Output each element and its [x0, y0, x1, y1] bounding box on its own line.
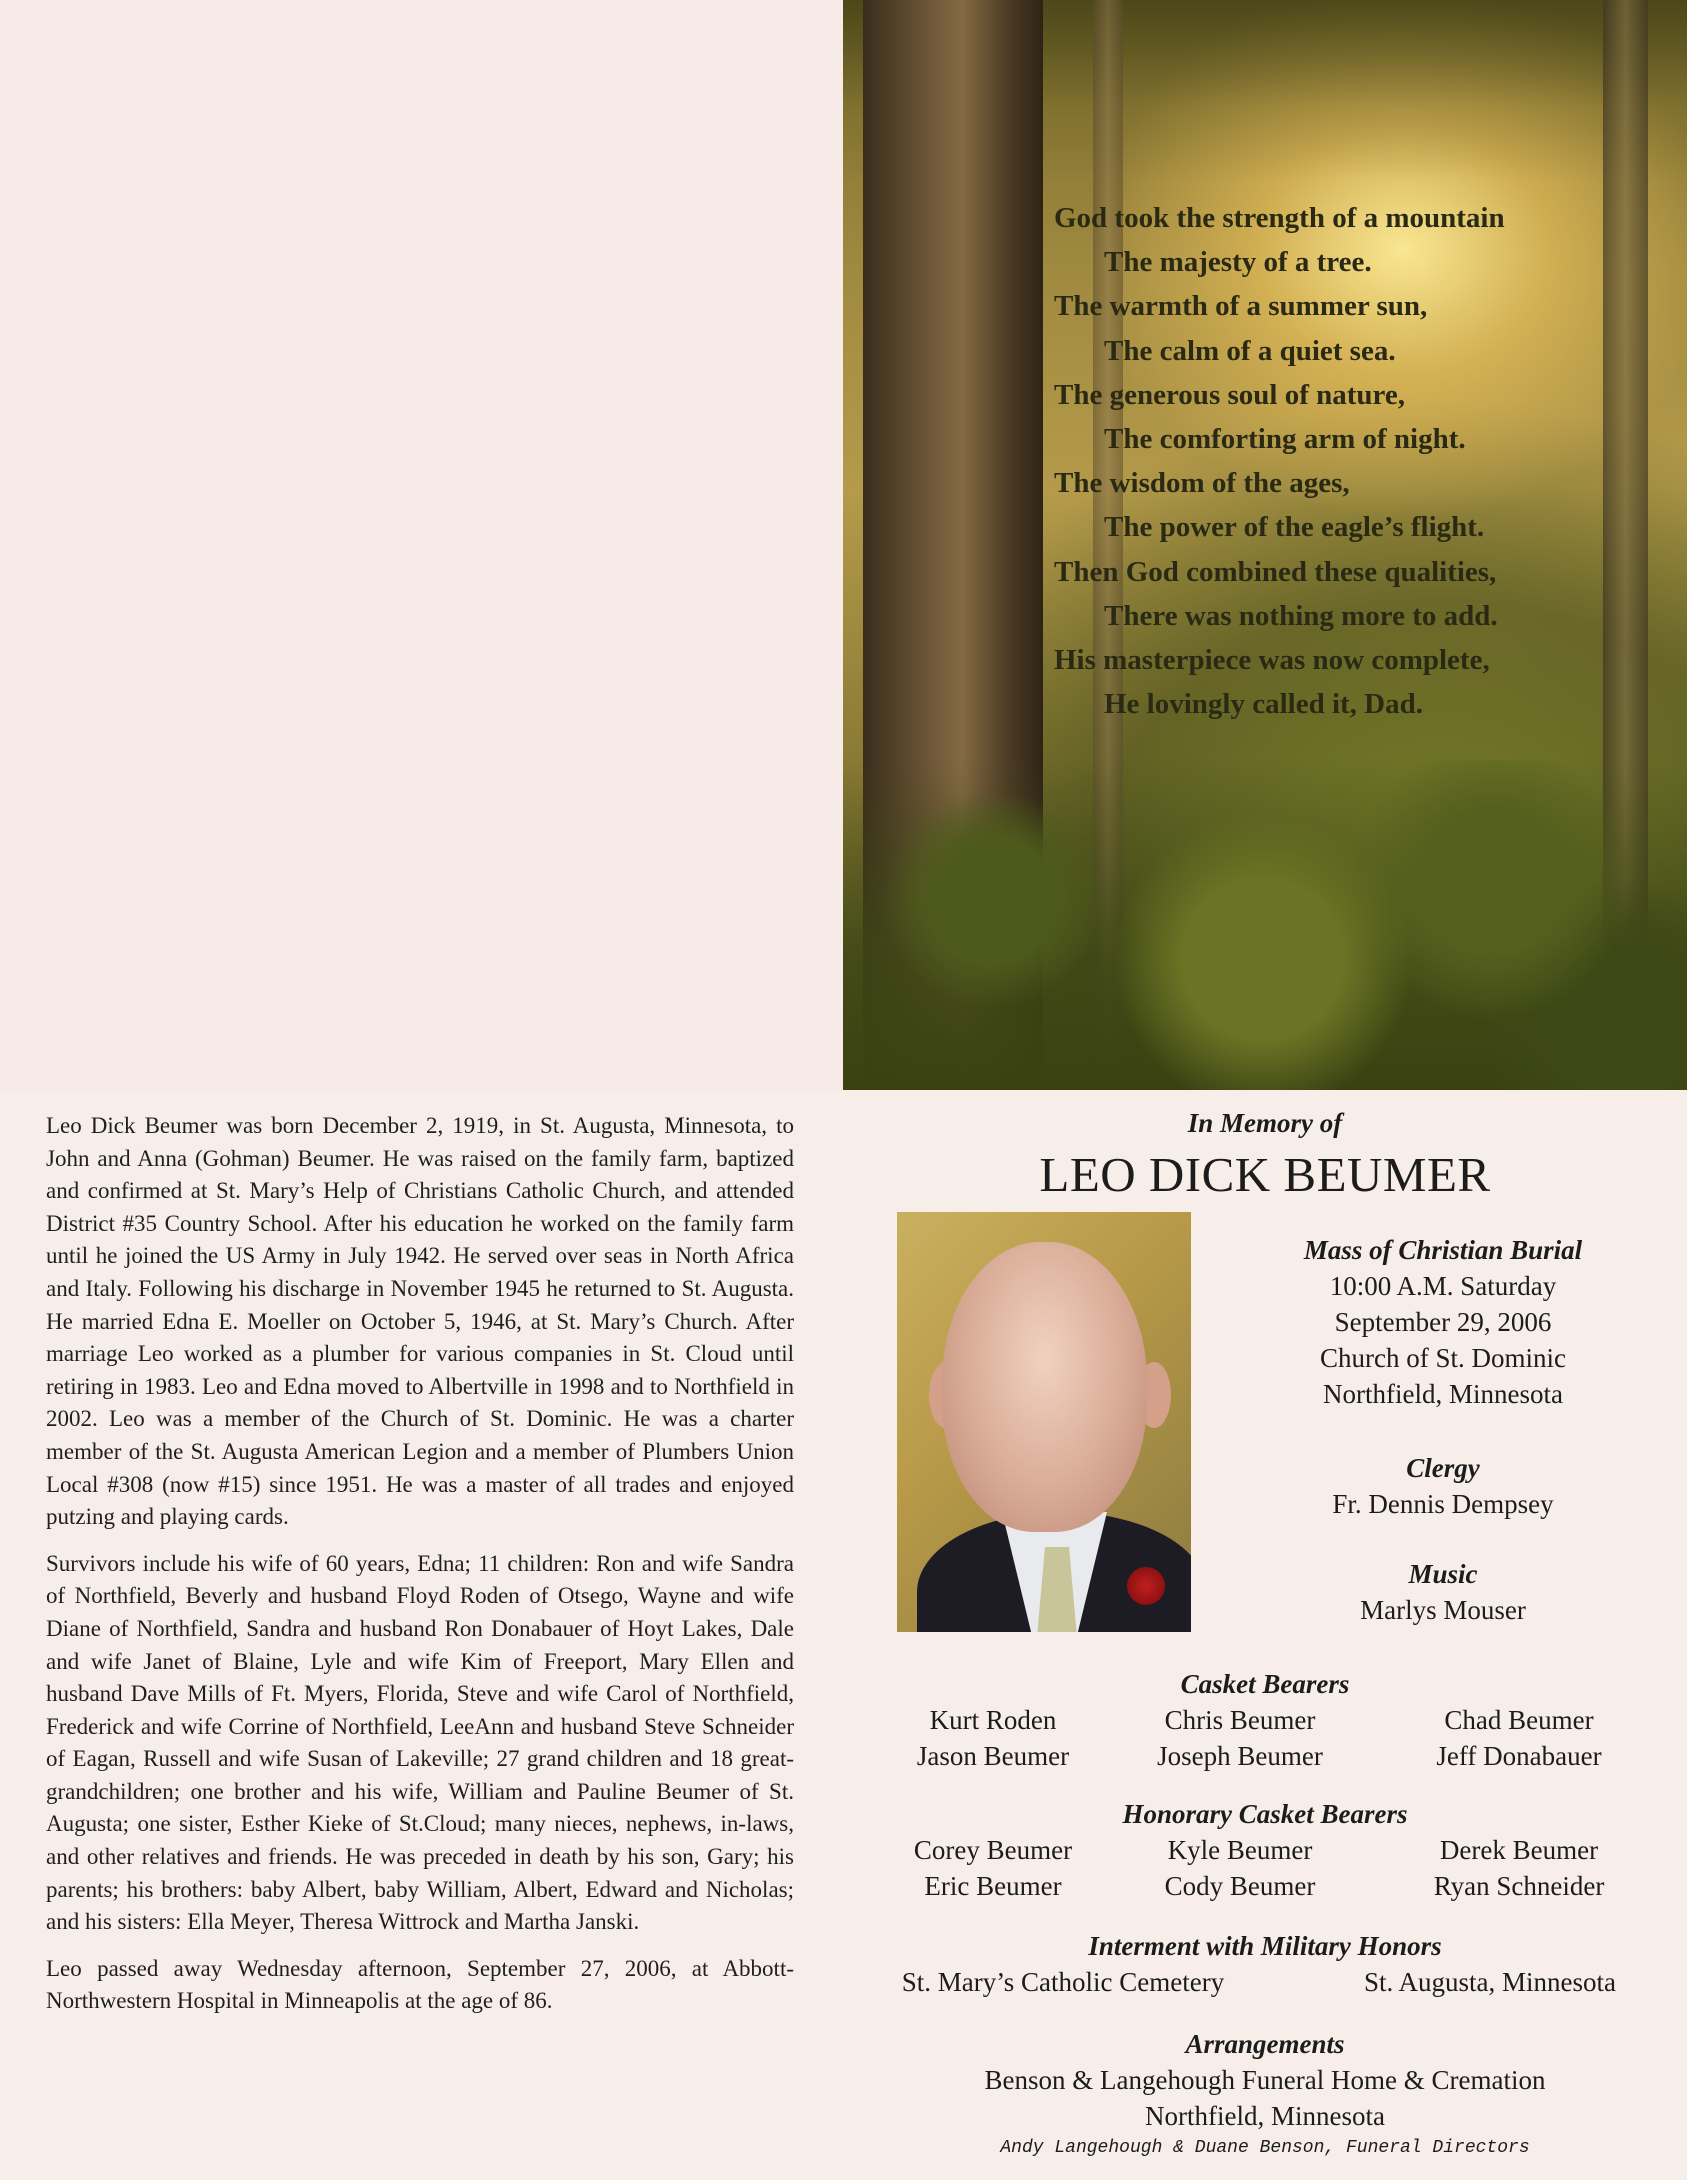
photo-rose: [1127, 1567, 1165, 1605]
honorary-bearer-name: Corey Beumer: [913, 1835, 1073, 1865]
interment-cemetery: St. Mary’s Catholic Cemetery: [901, 1967, 1225, 1997]
honorary-bearer-name: Cody Beumer: [1164, 1871, 1316, 1901]
obituary-paragraph: Survivors include his wife of 60 years, Edna; 11 children: Ron and wife Sandra of Northfield, Beverly and husband Floyd Roden of Otsego, Wayne and wife Diane of Northfield, Sandra and husband Ron Donabauer of Hoyt Lakes, Dale and wife Janet of Blaine, Lyle and wife Kim of Freeport, Mary Ellen and husband Dave Mills of Ft. Myers, Florida, Steve and wife Carol of Northfield, Frederick and wife Corrine of Northfield, LeeAnn and husband Steve Schneider of Eagan, Russell and wife Susan of Lakeville; 27 grand children and 18 great-grandchildren; one brother and his wife, William and Pauline Beumer of St. Augusta; one sister, Esther Kieke of St.Cloud; many nieces, nephews, in-laws, and other relatives and friends. He was preceded in death by his son, Gary; his parents; his brothers: baby Albert, baby William, Albert, Edward and Nicholas; and his sisters: Ella Meyer, Theresa Wittrock and Martha Janski.: [46, 1550, 794, 1935]
deceased-name: LEO DICK BEUMER: [1039, 1147, 1491, 1202]
clergy-name: Fr. Dennis Dempsey: [1332, 1489, 1554, 1519]
clergy-section: [1233, 1450, 1653, 1522]
obituary-text: [46, 1110, 794, 2032]
service-city: Northfield, Minnesota: [1323, 1379, 1563, 1409]
honorary-bearer-name: Ryan Schneider: [1433, 1871, 1605, 1901]
service-section: [1233, 1232, 1653, 1412]
service-date: September 29, 2006: [1334, 1307, 1552, 1337]
poem-line: He lovingly called it, Dad.: [1104, 688, 1423, 721]
honorary-bearer-name: Derek Beumer: [1439, 1835, 1599, 1865]
honorary-bearers-names: [843, 1832, 1687, 1904]
poem-line: The generous soul of nature,: [1054, 378, 1405, 411]
honorary-bearers-heading: Honorary Casket Bearers: [1122, 1799, 1408, 1829]
poem-line: There was nothing more to add.: [1104, 599, 1498, 632]
service-church: Church of St. Dominic: [1320, 1343, 1566, 1373]
poem-line: God took the strength of a mountain: [1054, 202, 1505, 234]
bearer-name: Chad Beumer: [1444, 1705, 1594, 1735]
bearer-name: Chris Beumer: [1164, 1705, 1316, 1735]
interment-section: [843, 1928, 1687, 1964]
interment-location: St. Augusta, Minnesota: [1363, 1967, 1616, 1997]
service-time: 10:00 A.M. Saturday: [1329, 1271, 1557, 1301]
poem-line: The power of the eagle’s flight.: [1104, 511, 1485, 544]
bearer-name: Kurt Roden: [929, 1705, 1057, 1735]
bearer-name: Jeff Donabauer: [1436, 1741, 1602, 1771]
casket-bearers-names: [843, 1702, 1687, 1774]
honorary-bearer-name: Kyle Beumer: [1167, 1835, 1313, 1865]
poem-line: Then God combined these qualities,: [1054, 555, 1497, 588]
arrangements-heading: Arrangements: [1185, 2029, 1345, 2059]
photo-face: [942, 1242, 1147, 1532]
music-name: Marlys Mouser: [1360, 1595, 1526, 1625]
interment-heading: Interment with Military Honors: [1088, 1931, 1442, 1961]
poem-line: The comforting arm of night.: [1104, 423, 1466, 456]
clergy-heading: Clergy: [1406, 1453, 1480, 1483]
poem: [1054, 196, 1674, 726]
memorial-program: [843, 1090, 1687, 2180]
forest-foliage: [843, 760, 1687, 1090]
funeral-home: Benson & Langehough Funeral Home & Cremation: [984, 2065, 1546, 2095]
blank-panel: [0, 0, 843, 1090]
honorary-bearers-section: [843, 1796, 1687, 1832]
in-memory-heading: In Memory of: [1187, 1108, 1343, 1138]
poem-line: The calm of a quiet sea.: [1104, 334, 1396, 367]
funeral-directors: Andy Langehough & Duane Benson, Funeral Directors: [1000, 2138, 1530, 2158]
service-heading: Mass of Christian Burial: [1303, 1235, 1583, 1265]
poem-line: The wisdom of the ages,: [1054, 467, 1350, 500]
arrangements-section: [843, 2026, 1687, 2162]
interment-details: [843, 1964, 1687, 2000]
bearer-name: Jason Beumer: [916, 1741, 1070, 1771]
obituary-paragraph: Leo passed away Wednesday afternoon, September 27, 2006, at Abbott-Northwestern Hospital in Minneapolis at the age of 86.: [46, 1955, 794, 2014]
music-heading: Music: [1408, 1559, 1478, 1589]
music-section: [1233, 1556, 1653, 1628]
honorary-bearer-name: Eric Beumer: [924, 1871, 1062, 1901]
obituary-paragraph: Leo Dick Beumer was born December 2, 1919, in St. Augusta, Minnesota, to John and Anna (Gohman) Beumer. He was raised on the family farm, baptized and confirmed at St. Mary’s Help of Christians Catholic Church, and attended District #35 Country School. After his education he worked on the family farm until he joined the US Army in July 1942. He served over seas in North Africa and Italy. Following his discharge in November 1945 he returned to St. Augusta. He married Edna E. Moeller on October 5, 1946, at St. Mary’s Church. After marriage Leo worked as a plumber for various companies in St. Cloud until retiring in 1983. Leo and Edna moved to Albertville in 1998 and to Northfield in 2002. Leo was a member of the Church of St. Dominic. He was a charter member of the St. Augusta American Legion and a member of Plumbers Union Local #308 (now #15) since 1951. He was a master of all trades and enjoyed putzing and playing cards.: [46, 1113, 794, 1530]
poem-line: The majesty of a tree.: [1104, 246, 1372, 279]
poem-line: The warmth of a summer sun,: [1054, 290, 1428, 323]
casket-bearers-section: [843, 1666, 1687, 1702]
portrait-photo: [897, 1212, 1191, 1632]
poem-line: His masterpiece was now complete,: [1054, 644, 1490, 677]
funeral-home-city: Northfield, Minnesota: [1145, 2101, 1385, 2131]
forest-poem-panel: [843, 0, 1687, 1090]
bearer-name: Joseph Beumer: [1157, 1741, 1323, 1771]
casket-bearers-heading: Casket Bearers: [1180, 1669, 1350, 1699]
